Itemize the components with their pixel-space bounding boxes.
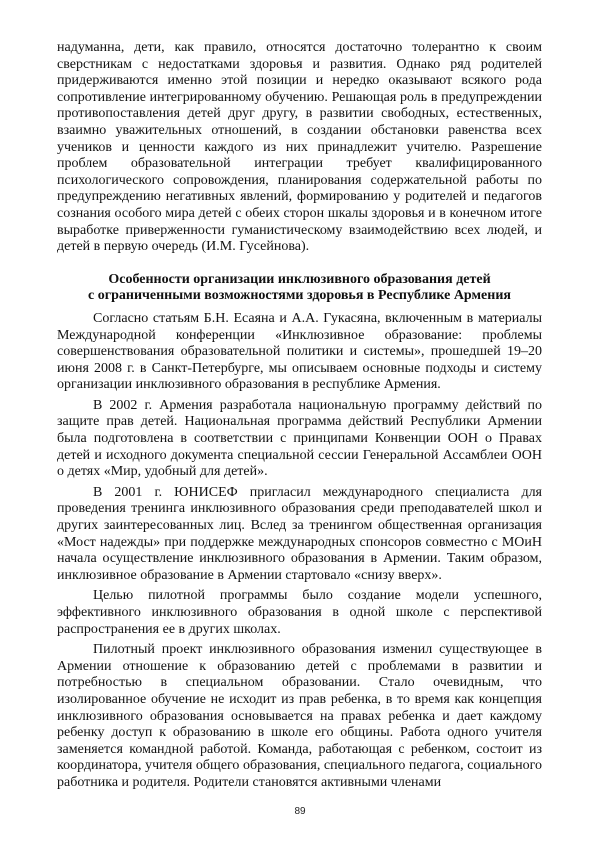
paragraph-5: Пилотный проект инклюзивного образования изменил существующее в Армении отношение к образованию детей с проблемами в развитии и потребностью в специальном образовании. Стало очевидным, что изолированное обучение не исходит из прав ребенка, в то время как концепция инклюзивного образования основывается на правах ребенка и дает каждому ребенку доступ к образованию в школе его общины. Работа одного учителя заменяется командной работой. Команда, работающая с ребенком, состоит из координатора, учителя общего образования, специального педагога, социального работника и родителя. Родители становятся активными членами (57, 642, 542, 790)
section-heading (57, 272, 542, 305)
section-heading-line-1: Особенности организации инклюзивного образования детей (108, 271, 491, 287)
section-heading-line-2: с ограниченными возможностями здоровья в Республике Армения (88, 288, 511, 304)
paragraph-3: В 2001 г. ЮНИСЕФ пригласил международного специалиста для проведения тренинга инклюзивного образования среди преподавателей школ и других заинтересованных лиц. Вслед за тренингом общественная организация «Мост надежды» при поддержке международных спонсоров совместно с МОиН начала осуществление инклюзивного образования в Армении. Таким образом, инклюзивное образование в Армении стартовало «снизу вверх». (57, 484, 542, 583)
paragraph-continued: надуманна, дети, как правило, относятся достаточно толерантно к своим сверстникам с недостатками здоровья и развития. Однако ряд родителей придерживаются именно этой позиции и нередко оказывают всякого рода сопротивление интегрированному обучению. Решающая роль в предупреждении противопоставления детей друг другу, в развитии свободных, естественных, взаимно уважительных отношений, в создании обстановки равенства всех учеников и ценности каждого из них принадлежит учителю. Разрешение проблем образовательной интеграции требует квалифицированного психологического сопровождения, планирования содержательной работы по предупреждению негативных явлений, формированию у родителей и педагогов сознания особого мира детей с обеих сторон шкалы здоровья и в конечном итоге выработке приверженности гуманистическому взаимодействию всех людей, и детей в первую очередь (И.М. Гусейнова). (57, 40, 542, 255)
page-number: 89 (294, 806, 306, 817)
paragraph-4: Целью пилотной программы было создание модели успешного, эффективного инклюзивного образования в одной школе с перспективой распространения ее в других школах. (57, 588, 542, 637)
paragraph-2: В 2002 г. Армения разработала национальную программу действий по защите прав детей. Национальная программа действий Республики Армении была подготовлена в соответствии с принципами Конвенции ООН о Правах детей и исходного документа специальной сессии Генеральной Ассамблеи ООН о детях «Мир, удобный для детей». (57, 397, 542, 480)
paragraph-1: Согласно статьям Б.Н. Есаяна и А.А. Гукасяна, включенным в материалы Международной конференции «Инклюзивное образование: проблемы совершенствования образовательной политики и системы», прошедшей 19–20 июня 2008 г. в Санкт-Петербурге, мы описываем основные подходы и систему организации инклюзивного образования в республике Армения. (57, 310, 542, 393)
page-content (57, 40, 542, 792)
